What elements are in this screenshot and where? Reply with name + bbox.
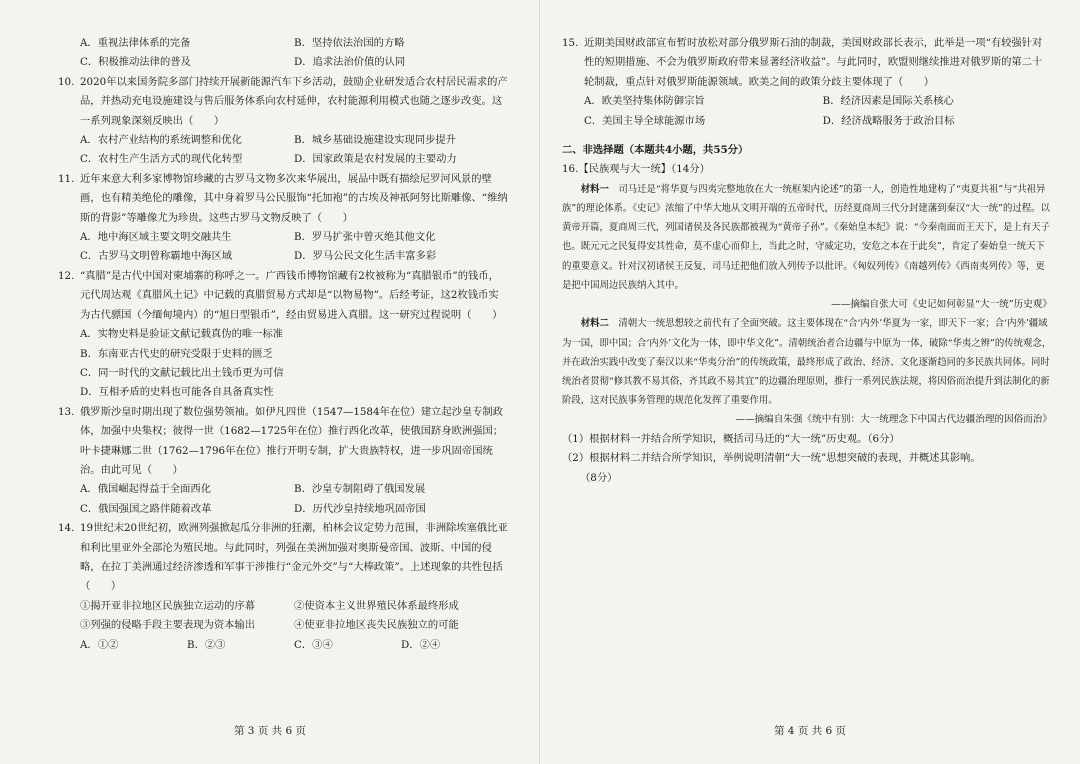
q14-option-c: C．③④ xyxy=(294,638,333,651)
question-16-title: 16.【民族观与大一统】（14分） xyxy=(562,163,710,176)
q10-option-b: B．城乡基础设施建设实现同步提升 xyxy=(294,134,457,147)
q13-options-row2 xyxy=(58,500,508,519)
q9-options-row2 xyxy=(58,53,508,72)
exam-page-4 xyxy=(540,0,1080,764)
q12-option-b: B．东南亚古代史的研究受限于史料的匮乏 xyxy=(80,347,273,360)
q14-statements-row2 xyxy=(58,616,508,635)
question-stem: 俄罗斯沙皇时期出现了数位强势领袖。如伊凡四世（1547—1584年在位）建立起沙皇专制政体，加强中央集权；彼得一世（1682—1725年在位）推行西化改革，使俄国跻身欧洲强国；叶卡捷琳娜二世（1762—1796年在位）推行开明专制，扩大贵族特权，进一步巩固帝国统治。由此可见（ ） xyxy=(80,405,504,476)
q10-option-d: D．国家政策是农村发展的主要动力 xyxy=(294,153,457,166)
question-stem: 2020年以来国务院多部门持续开展新能源汽车下乡活动，鼓励企业研发适合农村居民需求的产品，并热动充电设施建设与售后服务体系向农村延伸，农村能源利用模式也随之逐步改变。这一系列现象深刻反映出（ ） xyxy=(80,75,508,127)
q14-statement-2: ②使资本主义世界殖民体系最终形成 xyxy=(294,599,459,612)
q9-option-c: C．积极推动法律的普及 xyxy=(80,56,191,69)
question-13 xyxy=(58,403,508,481)
q14-option-d: D．②④ xyxy=(401,638,441,651)
q9-option-d: D．追求法治价值的认同 xyxy=(294,56,406,69)
q14-option-a: A．①② xyxy=(80,638,119,651)
question-11 xyxy=(58,170,508,228)
page-footer: 第 3 页 共 6 页 xyxy=(233,725,307,737)
question-stem: “真腊”是古代中国对柬埔寨的称呼之一。广西钱币博物馆藏有2枚被称为“真腊银币”的钱币，元代周达观《真腊风土记》中记载的真腊贸易方式却是“以物易物”。后经考证，这2枚钱币实为古代骠国（今缅甸境内）的“旭日型银币”，经由贸易进入真腊。这一研究过程说明（ ） xyxy=(80,269,503,321)
q12-option-a: A．实物史料是验证文献记载真伪的唯一标准 xyxy=(80,328,284,341)
material-one-source: ——摘编自张大可《史记如何彰显“大一统”历史观》 xyxy=(831,299,1052,311)
q11-option-d: D．罗马公民文化生活丰富多彩 xyxy=(294,250,437,263)
material-two xyxy=(562,314,1052,410)
q13-option-b: B．沙皇专制阻碍了俄国发展 xyxy=(294,483,426,496)
question-15 xyxy=(562,34,1052,92)
left-column xyxy=(58,34,508,655)
q13-option-c: C．俄国强国之路伴随着改革 xyxy=(80,502,212,515)
q14-options xyxy=(58,636,508,655)
q9-option-a: A．重视法律体系的完备 xyxy=(80,37,191,49)
question-number: 12. xyxy=(58,269,75,282)
q13-option-d: D．历代沙皇持续地巩固帝国 xyxy=(294,502,426,515)
material-label: 材料二 xyxy=(580,318,609,330)
q11-option-a: A．地中海区域主要文明交融共生 xyxy=(80,231,232,244)
question-number: 13. xyxy=(58,405,75,418)
sub-question-2: （2）根据材料二并结合所学知识，举例说明清朝“大一统”思想突破的表现，并概述其影响。 xyxy=(562,452,981,465)
sub-question-1: （1）根据材料一并结合所学知识，概括司马迁的“大一统”历史观。（6分） xyxy=(562,432,900,445)
question-number: 10. xyxy=(58,75,75,88)
q11-options-row2 xyxy=(58,247,508,266)
q15-option-d: D．经济战略服务于政治目标 xyxy=(822,114,955,127)
q10-option-a: A．农村产业结构的系统调整和优化 xyxy=(80,134,242,147)
q15-options xyxy=(562,92,1052,111)
q11-options xyxy=(58,228,508,247)
q9-options xyxy=(58,34,508,53)
q15-option-a: A．欧美坚持集体防御宗旨 xyxy=(584,95,705,108)
q9-option-b: B．坚持依法治国的方略 xyxy=(294,37,405,49)
q15-options-row2 xyxy=(562,112,1052,131)
q11-option-b: B．罗马扩张中曾灭绝其他文化 xyxy=(294,231,436,244)
question-stem: 近期美国财政部宣布暂时放松对部分俄罗斯石油的制裁，美国财政部长表示，此举是一项“有较强针对性的短期措施、不会为俄罗斯政府带来显著经济收益”。与此同时，欧盟则继续推进对俄罗斯的第二十轮制裁，重点针对俄罗斯能源领域。欧美之间的政策分歧主要体现了（ ） xyxy=(584,37,1043,88)
q13-options xyxy=(58,480,508,499)
q14-statement-1: ①揭开亚非拉地区民族独立运动的序幕 xyxy=(80,599,256,612)
material-label: 材料一 xyxy=(580,183,609,195)
question-number: 15. xyxy=(562,37,579,49)
q13-option-a: A．俄国崛起得益于全面西化 xyxy=(80,483,211,496)
q11-option-c: C．古罗马文明曾称霸地中海区域 xyxy=(80,250,233,263)
q14-option-b: B．②③ xyxy=(187,638,226,651)
q10-options xyxy=(58,131,508,150)
q14-statement-3: ③列强的侵略手段主要表现为资本输出 xyxy=(80,619,256,632)
q12-option-c: C．同一时代的文献记载比出土钱币更为可信 xyxy=(80,366,284,379)
right-column xyxy=(562,34,1052,488)
q14-statement-4: ④使亚非拉地区丧失民族独立的可能 xyxy=(294,619,459,632)
question-stem: 近年来意大利多家博物馆珍藏的古罗马文物多次来华展出，展品中既有描绘尼罗河风景的壁画，也有精美绝伦的雕像，其中身着罗马公民服饰“托加袍”的古埃及神祇阿努比斯雕像、“维纳斯的背影”等雕像尤为珍贵。这些古罗马文物反映了（ ） xyxy=(80,172,508,224)
question-number: 14. xyxy=(58,522,75,535)
question-number: 11. xyxy=(58,172,75,185)
material-text: 司马迁是“将华夏与四夷完整地放在大一统框架内论述”的第一人，创造性地建构了“夷夏共祖”与“共祖异族”的理论体系。《史记》浓缩了中华大地从文明开端的五帝时代，历经夏商周三代分封建藩到秦汉“大一统”的过程。以黄帝开篇，夏商周三代，列国诸侯及各民族都被视为“黄帝子孙”。《秦始皇本纪》说：“今秦南面而王天下，是上有天子也。既元元之民复得安其性命，莫不虚心而仰上，当此之时，守威定功，安危之本在于此矣”，肯定了秦始皇一统天下的重要意义。针对汉初诸侯王反复，司马迁把他们放入列传予以批评。《匈奴列传》《南越列传》《西南夷列传》等，更是把中国周边民族纳入其中。 xyxy=(562,183,1050,291)
material-text: 清朝大一统思想较之前代有了全面突破。这主要体现在“合‘内外’华夏为一家，即天下一家；合‘内外’疆域为一国，即中国；合‘内外’文化为一体，即中华文化”。清朝统治者合边疆与中原为一体，破除“华夷之辨”的传统观念，并在政治实践中改变了秦汉以来“华夷分治”的传统政策，最终形成了政治、经济、文化逐渐趋同的多民族共同体。同时统治者贯彻“修其教不易其俗，齐其政不易其宜”的边疆治理原则，推行一系列民族法规，将因俗而治提升到法制化的新阶段，这对民族事务管理的规范化发挥了重要作用。 xyxy=(562,318,1052,407)
question-10 xyxy=(58,73,508,131)
q12-option-d: D．互相矛盾的史料也可能各自具备真实性 xyxy=(80,386,274,399)
section-heading: 二、非选择题（本题共4小题，共55分） xyxy=(562,144,749,157)
page-footer: 第 4 页 共 6 页 xyxy=(773,725,847,737)
q14-statements xyxy=(58,597,508,616)
material-two-source: ——摘编自朱强《统中有别：大一统理念下中国古代边疆治理的因俗而治》 xyxy=(735,414,1052,426)
question-stem: 19世纪末20世纪初，欧洲列强掀起瓜分非洲的狂潮，柏林会议定势力范围，非洲除埃塞俄比亚和利比里亚外全部沦为殖民地。与此同时，列强在美洲加强对奥斯曼帝国、波斯、中国的侵略，在拉丁美洲通过经济渗透和军事干涉推行“金元外交”与“大棒政策”。上述现象的共性包括（ ） xyxy=(80,522,508,593)
question-14 xyxy=(58,519,508,597)
q15-option-b: B．经济因素是国际关系核心 xyxy=(822,95,954,108)
material-one xyxy=(562,180,1052,295)
q15-option-c: C．美国主导全球能源市场 xyxy=(584,114,706,127)
sub-question-2-score: （8分） xyxy=(580,471,618,484)
question-12 xyxy=(58,267,508,325)
q10-options-row2 xyxy=(58,150,508,169)
q10-option-c: C．农村生产生活方式的现代化转型 xyxy=(80,153,243,166)
